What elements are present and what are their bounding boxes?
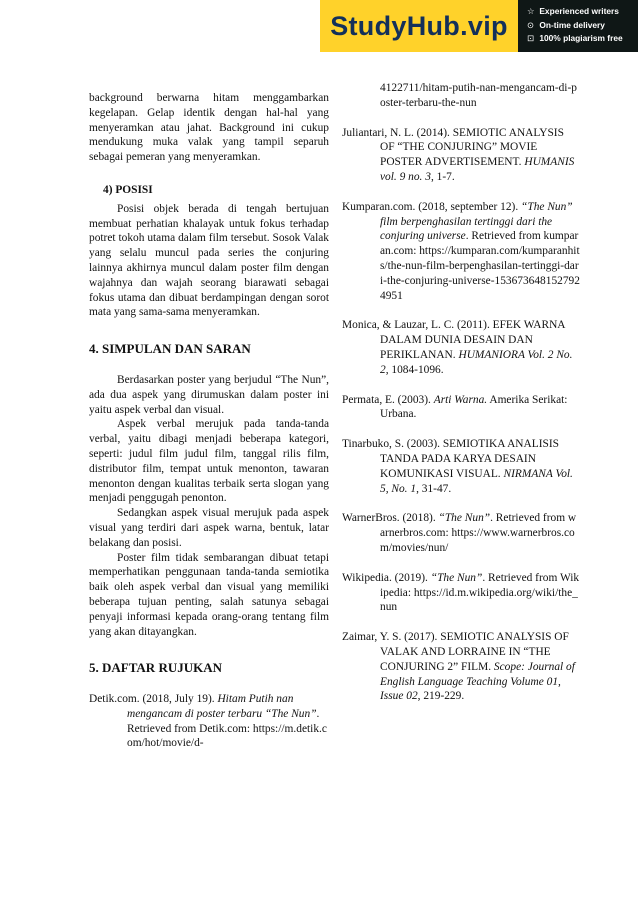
ref-title: Hitam Putih nan mengancam di poster terbaru “The Nun” [127,693,317,720]
reference-juliantari [342,126,580,185]
reference-wikipedia [342,571,580,615]
studyhub-logo-text: StudyHub.vip [330,10,508,41]
ref-source: NIRMANA Vol. 5, No. 1 [380,467,573,495]
ref-text: Detik.com. (2018, July 19). [89,693,218,706]
reference-zaimar [342,630,580,704]
right-column [342,81,580,704]
star-icon: ☆ [527,6,535,16]
reference-permata [342,393,580,423]
studyhub-banner[interactable] [320,0,638,52]
ref-text: . Retrieved from Detik.com: https://m.detik.com/hot/movie/d- [127,707,327,750]
reference-tinarbuko [342,437,580,496]
feature-label: On-time delivery [539,19,605,30]
ref-text: Wikipedia. (2019). [342,571,431,584]
ref-text: , 1-7. [430,170,455,183]
ref-text: Monica, & Lauzar, L. C. (2011). EFEK WARNA DALAM DUNIA DESAIN DAN PERIKLANAN. [342,319,565,361]
feature-label: 100% plagiarism free [539,33,623,43]
ref-text: . Retrieved from warnerbros.com: https://www.warnerbros.com/movies/nun/ [380,512,577,554]
feature-experienced-writers [527,5,637,19]
ref-text: Tinarbuko, S. (2003). SEMIOTIKA ANALISIS TANDA PADA KARYA DESAIN KOMUNIKASI VISUAL. [342,438,559,480]
ref-text: Amerika Serikat: Urbana. [380,393,568,421]
ref-text: . Retrieved from kumparan.com: https://kumparan.com/kumparanhits/the-nun-film-berpenghasilan-tertinggi-dari-the-conjuring-universe-1536736481527924951 [380,230,580,302]
reference-warnerbros [342,511,580,555]
ref-text: Permata, E. (2003). [342,393,434,406]
ref-text: , 219-229. [417,690,465,703]
clock-icon: ⊙ [527,19,535,30]
ref-text: Juliantari, N. L. (2014). SEMIOTIC ANALYSIS OF “THE CONJURING” MOVIE POSTER ADVERTISEMENT. [342,126,564,169]
feature-on-time-delivery [527,19,637,33]
reference-detik [89,692,329,751]
ref-text: . Retrieved from Wikipedia: https://id.m.wikipedia.org/wiki/the_nun [380,571,580,614]
left-column [89,91,329,751]
ref-title: Arti Warna. [433,393,488,406]
studyhub-logo[interactable] [320,0,518,52]
ref-source: HUMANIORA Vol. 2 No. 2 [380,348,573,376]
heading-simpulan-dan-saran: 4. SIMPULAN DAN SARAN [89,341,251,357]
ref-title: “The Nun” [430,571,483,584]
feature-plagiarism-free [527,32,637,46]
ref-title: “The Nun” film berpenghasilan tertinggi dari the conjuring universe [380,200,573,243]
feature-label: Experienced writers [539,6,619,16]
ref-text: Kumparan.com. (2018, september 12). [342,200,522,213]
paragraph-simpulan-4: Poster film tidak sembarangan dibuat tetapi memperhatikan penggunaan tanda-tanda semiotika baik oleh aspek verbal dan visual yang memiliki beberapa tujuan penting, salah satunya sebagai penyaji informasi kepada orang-orang tentang film yang akan ditayangkan. [89,551,329,638]
reference-kumparan [342,200,580,304]
ref-source: Scope: Journal of English Language Teaching Volume 01, Issue 02 [380,660,575,703]
ref-text: , 31-47. [416,482,452,495]
heading-daftar-rujukan: 5. DAFTAR RUJUKAN [89,660,223,676]
heading-posisi: 4) POSISI [103,183,153,196]
ref-text: WarnerBros. (2018). [342,512,439,525]
paragraph-simpulan-3: Sedangkan aspek visual merujuk pada aspek visual yang terdiri dari aspek warna, bentuk, latar belakang dan posisi. [89,507,329,549]
reference-detik-continued: 4122711/hitam-putih-nan-mengancam-di-poster-terbaru-the-nun [380,82,577,109]
ref-text: , 1084-1096. [385,363,444,376]
paragraph-simpulan-1: Berdasarkan poster yang berjudul “The Nun”, ada dua aspek yang dirumuskan dalam poster ini yaitu aspek verbal dan visual. [89,373,329,416]
ref-source: HUMANIS vol. 9 no. 3 [380,156,575,183]
badge-icon: ⊡ [527,33,535,43]
paragraph-simpulan-2: Aspek verbal merujuk pada tanda-tanda verbal, yaitu dibagi menjadi beberapa kategori, seperti: judul film judul film, tanggal rilis film, distributor film, tempat untuk menonton, tawaran menonton dengan kualitas terbaik serta slogan yang menjadi penggugah penonton. [89,418,329,505]
ref-title: “The Nun” [438,512,491,525]
banner-features [527,5,637,46]
paragraph-background: background berwarna hitam menggambarkan kegelapan. Gelap identik dengan hal-hal yang menyeramkan atau jahat. Background ini cukup mendukung muka valak yang tampil separuh sebagai pemeran yang menyeramkan. [89,92,329,164]
reference-monica [342,318,580,377]
paragraph-posisi: Posisi objek berada di tengah bertujuan membuat perhatian khalayak untuk fokus terhadap potret tokoh utama dalam film tersebut. Sosok Valak yang selalu muncul pada series the conjuring lainnya akhirnya muncul dalam poster film dengan wajahnya dan wajah seorang biarawati sebagai fokus utama dan dibuat berdampingan dengan sorot mata yang sama-sama menyeramkan. [89,202,329,319]
ref-text: Zaimar, Y. S. (2017). SEMIOTIC ANALYSIS OF VALAK AND LORRAINE IN “THE CONJURING 2” FILM. [342,631,569,673]
